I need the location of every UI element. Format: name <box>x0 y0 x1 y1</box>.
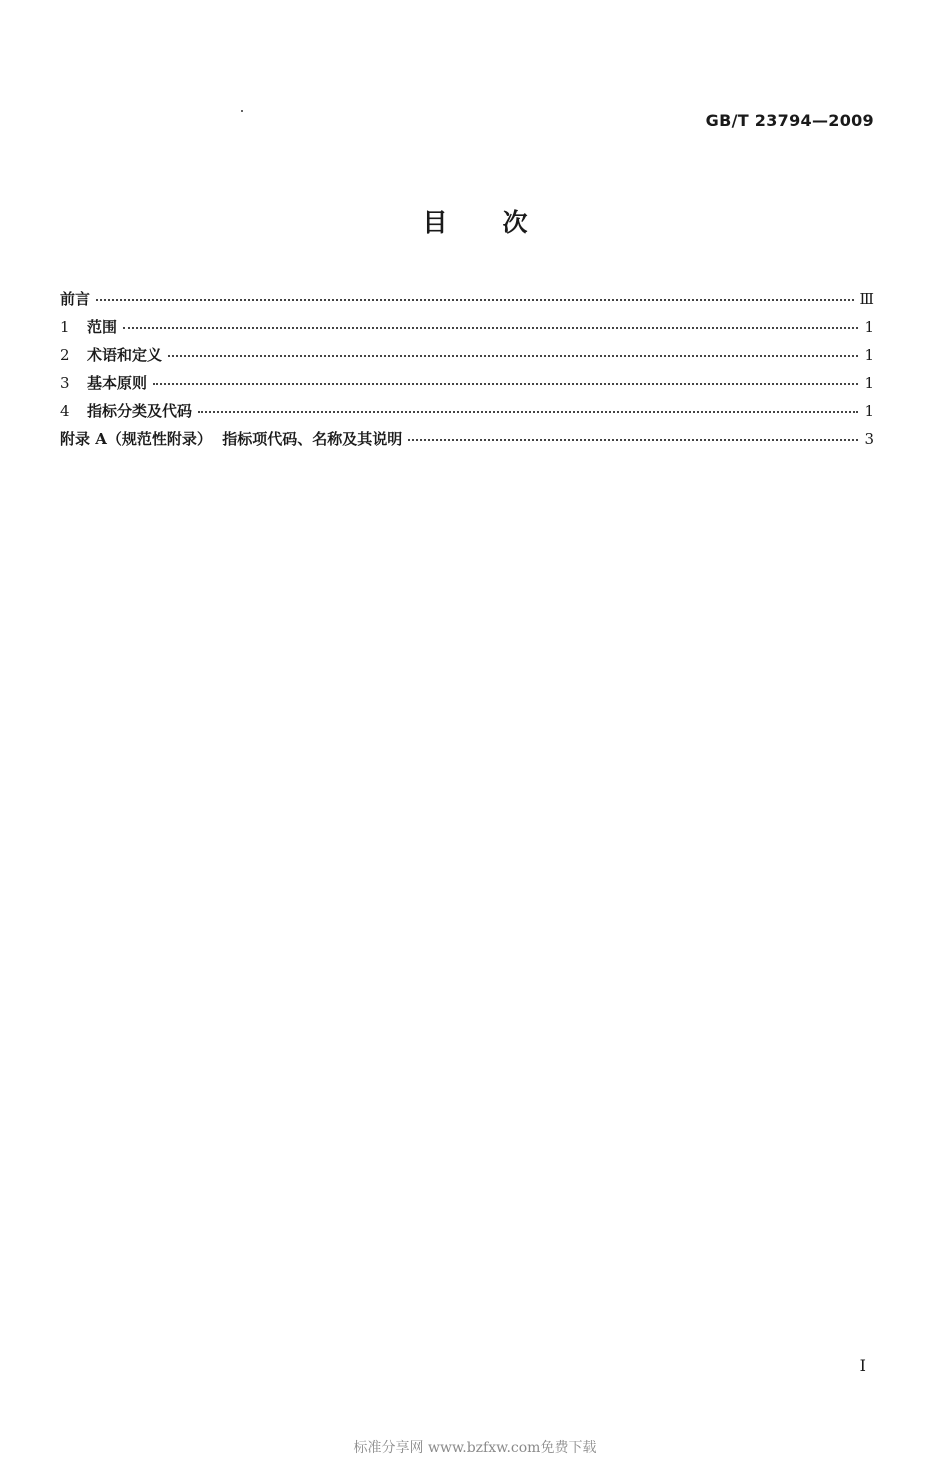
toc-entry-number: 4 <box>60 402 70 420</box>
toc-entry-label: 指标分类及代码 <box>87 402 193 420</box>
toc-entry-page: 3 <box>864 430 874 448</box>
toc-entry-label: 基本原则 <box>87 374 148 392</box>
toc-entry-classification[interactable] <box>60 400 874 428</box>
toc-entry-page: Ⅲ <box>859 290 874 308</box>
dot-leader <box>408 429 858 441</box>
table-of-contents <box>60 288 874 456</box>
toc-title: 目次 <box>422 208 583 237</box>
toc-entry-foreword[interactable] <box>60 288 874 316</box>
toc-entry-label: 范围 <box>87 318 118 336</box>
toc-entry-page: 1 <box>864 402 874 420</box>
toc-entry-scope[interactable] <box>60 316 874 344</box>
dot-leader <box>168 345 858 357</box>
watermark: 标准分享网 www.bzfxw.com免费下载 <box>353 1440 597 1456</box>
toc-entry-page: 1 <box>864 346 874 364</box>
toc-entry-page: 1 <box>864 318 874 336</box>
toc-entry-number: 2 <box>60 346 70 364</box>
toc-entry-principles[interactable] <box>60 372 874 400</box>
standard-number: GB/T 23794—2009 <box>705 111 874 130</box>
dot-leader <box>198 401 858 413</box>
dot-leader <box>96 289 854 301</box>
toc-entry-number: 3 <box>60 374 70 392</box>
stray-dot <box>241 110 243 112</box>
page-number: I <box>859 1356 866 1375</box>
toc-entry-annex-a[interactable] <box>60 428 874 456</box>
toc-entry-label: 附录 A（规范性附录） 指标项代码、名称及其说明 <box>60 430 403 448</box>
toc-entry-label: 术语和定义 <box>87 346 163 364</box>
dot-leader <box>123 317 858 329</box>
toc-entry-page: 1 <box>864 374 874 392</box>
toc-entry-number: 1 <box>60 318 70 336</box>
dot-leader <box>153 373 858 385</box>
toc-entry-terms[interactable] <box>60 344 874 372</box>
toc-entry-label: 前言 <box>60 290 91 308</box>
